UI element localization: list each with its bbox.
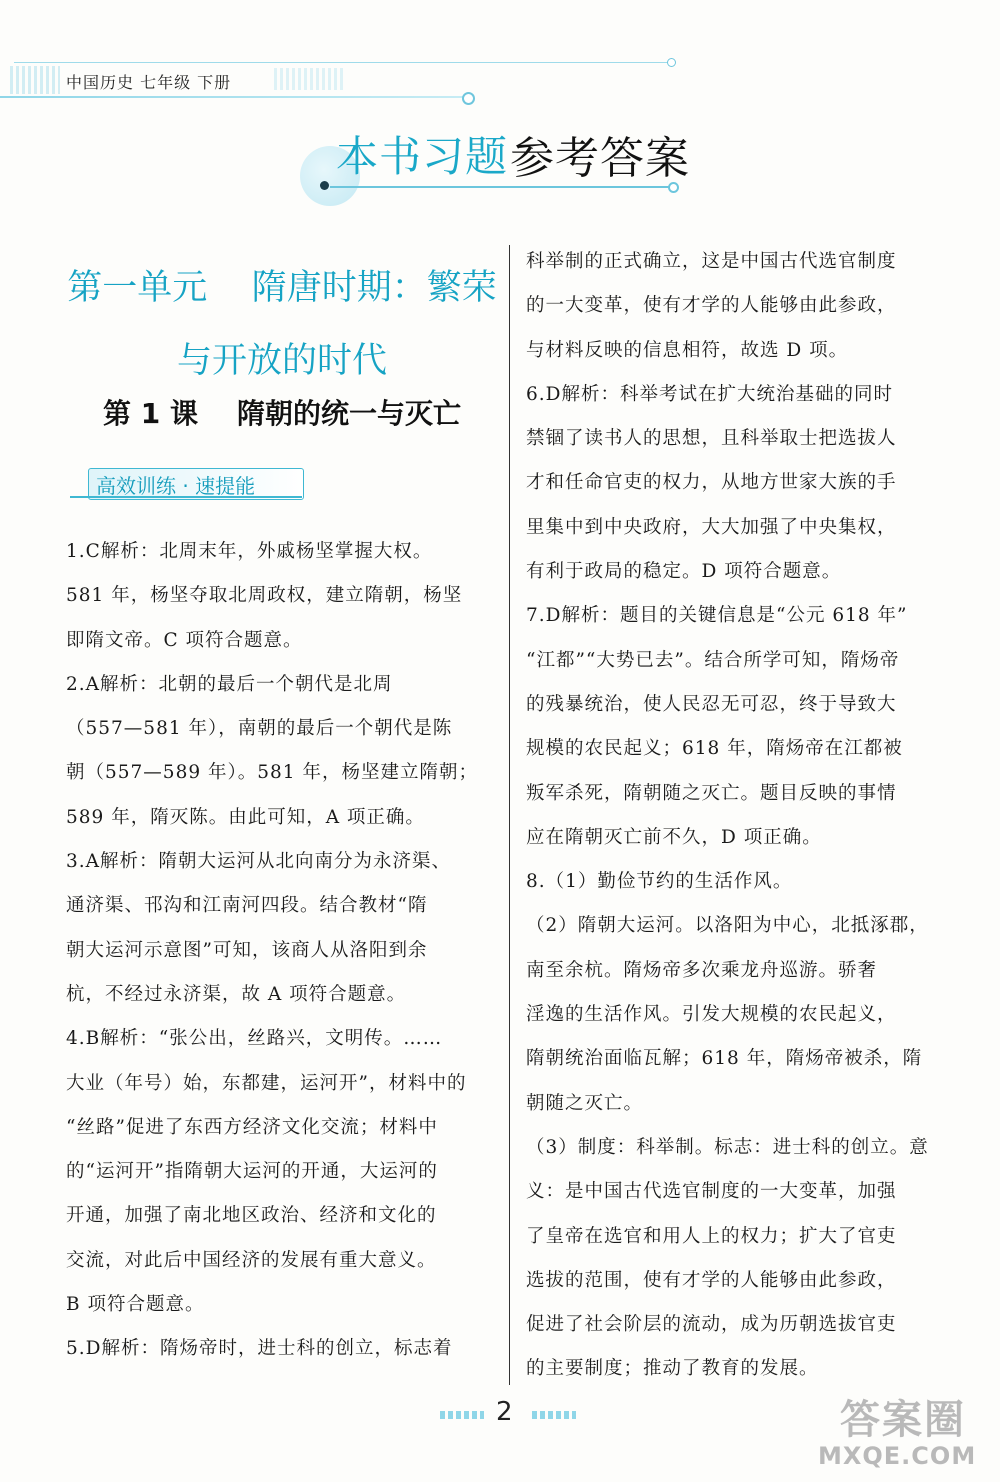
column-divider: [509, 245, 510, 1385]
right-answer-column: [526, 240, 958, 1392]
answer-item: [66, 1327, 498, 1371]
answer-line: [526, 772, 958, 816]
answer-text: 581 年，杨坚夺取北周政权，建立隋朝，杨坚: [66, 585, 463, 607]
answer-text: 禁锢了读书人的思想，且科举取士把选拔人: [526, 428, 897, 450]
answer-item: [66, 663, 498, 707]
answer-text: B 项符合题意。: [66, 1294, 205, 1316]
analysis-label: 解析: [100, 673, 140, 695]
answer-line: [66, 1062, 498, 1106]
answers-banner: [290, 118, 720, 208]
answer-text: 里集中到中央政府，大大加强了中央集权，: [526, 516, 897, 538]
answer-line: [526, 550, 958, 594]
answer-text: ：科举考试在扩大统治基础的同时: [600, 383, 894, 405]
answer-number: 6.D: [526, 383, 562, 405]
answer-line: [526, 1215, 958, 1259]
header-top-dot: [667, 58, 676, 67]
answer-line: [526, 1170, 958, 1214]
answer-line: [66, 1150, 498, 1194]
analysis-label: 解析: [101, 1338, 141, 1360]
answer-line: [66, 707, 498, 751]
book-title: 中国历史 七年级 下册: [66, 73, 232, 92]
answer-text: 淫逸的生活作风。引发大规模的农民起义，: [526, 1004, 897, 1026]
answer-line: [66, 574, 498, 618]
answer-line: [526, 461, 958, 505]
answer-line: [526, 1037, 958, 1081]
answer-text: （557—581 年），南朝的最后一个朝代是陈: [66, 718, 453, 740]
answer-text: 叛军杀死，隋朝随之灭亡。题目反映的事情: [526, 782, 897, 804]
answer-number: 7.D: [526, 605, 562, 627]
header-rule: [0, 96, 468, 98]
answer-text: ：北朝的最后一个朝代是北周: [139, 673, 393, 695]
answer-item: [66, 1017, 498, 1061]
answer-text: ：隋朝大运河从北向南分为永济渠、: [139, 851, 452, 873]
answer-line: [526, 1259, 958, 1303]
answer-line: [526, 1347, 958, 1391]
answer-text: 朝（557—589 年）。581 年，杨坚建立隋朝；: [66, 762, 478, 784]
answer-line: [526, 993, 958, 1037]
answer-line: [526, 417, 958, 461]
answer-text: 有利于政局的稳定。D 项符合题意。: [526, 561, 842, 583]
answer-number: 3.A: [66, 851, 101, 873]
answer-text: 规模的农民起义；618 年，隋炀帝在江都被: [526, 738, 903, 760]
answer-line: [526, 1126, 958, 1170]
answer-text: ：北周末年，外戚杨坚掌握大权。: [139, 541, 433, 562]
answer-number: 4.B: [66, 1028, 101, 1050]
answer-line: [526, 727, 958, 771]
answer-text: 与材料反映的信息相符，故选 D 项。: [526, 339, 849, 361]
answer-text: 的一大变革，使有才学的人能够由此参政，: [526, 295, 897, 317]
unit-title-line1: 第一单元 隋唐时期：繁荣: [67, 268, 497, 308]
analysis-label: 解析: [561, 605, 601, 627]
answer-text: 隋朝统治面临瓦解；618 年，隋炀帝被杀，隋: [526, 1048, 923, 1070]
analysis-label: 解析: [100, 541, 140, 562]
watermark-text: 答案圈: [840, 1397, 966, 1443]
header-top-rule: [14, 62, 674, 63]
answer-text: ：“张公出，丝路兴，文明传。……: [139, 1028, 443, 1050]
answer-text: 的残暴统治，使人民忍无可忍，终于导致大: [526, 693, 897, 715]
answer-line: [526, 1303, 958, 1347]
answer-line: [66, 929, 498, 973]
watermark-logo: [800, 1388, 990, 1474]
answer-text: 开通，加强了南北地区政治、经济和文化的: [66, 1205, 437, 1227]
footer-decoration-left: [440, 1411, 484, 1419]
answer-line: [526, 1082, 958, 1126]
section-tag: [70, 468, 302, 500]
answer-item: [526, 594, 958, 638]
answer-line: [66, 1283, 498, 1327]
answer-text: 科举制的正式确立，这是中国古代选官制度: [526, 251, 897, 272]
banner-rule: [330, 186, 670, 188]
answer-text: 通济渠、邗沟和江南河四段。结合教材“隋: [66, 895, 428, 917]
answer-line: [526, 816, 958, 860]
header-decoration: [274, 68, 344, 90]
answer-text: （2）隋朝大运河。以洛阳为中心，北抵涿郡，: [526, 915, 929, 937]
answer-number: 2.A: [66, 673, 101, 695]
answer-item: [66, 840, 498, 884]
watermark-url: MXQE.COM: [818, 1442, 977, 1470]
answer-text: （1）勤俭节约的生活作风。: [545, 871, 793, 893]
footer-decoration-right: [532, 1411, 576, 1419]
answer-text: 589 年，隋灭陈。由此可知，A 项正确。: [66, 806, 425, 828]
header-dot: [462, 92, 475, 105]
page-number: 2: [496, 1397, 513, 1427]
answer-text: ：隋炀帝时，进士科的创立，标志着: [140, 1338, 453, 1360]
answer-line: [66, 1239, 498, 1283]
answer-text: 了皇帝在选官和用人上的权力；扩大了官吏: [526, 1225, 897, 1247]
answer-text: 的“运河开”指隋朝大运河的开通，大运河的: [66, 1161, 438, 1183]
answer-line: [526, 506, 958, 550]
answer-text: “丝路”促进了东西方经济文化交流；材料中: [66, 1116, 438, 1138]
answer-line: [526, 904, 958, 948]
answer-line: [526, 284, 958, 328]
page-header: [0, 0, 1000, 110]
answer-item: [526, 373, 958, 417]
header-decoration: [10, 66, 60, 94]
answer-line: [66, 884, 498, 928]
answer-line: [66, 619, 498, 663]
answer-line: [526, 949, 958, 993]
answer-text: 南至余杭。隋炀帝多次乘龙舟巡游。骄奢: [526, 959, 878, 981]
answer-line: [526, 639, 958, 683]
answer-line: [66, 796, 498, 840]
section-tag-label: 高效训练 · 速提能: [96, 474, 256, 498]
unit-title-line2: 与开放的时代: [176, 341, 387, 381]
answer-line: [66, 751, 498, 795]
answer-text: （3）制度：科举制。标志：进士科的创立。意: [526, 1136, 929, 1158]
answer-line: [526, 683, 958, 727]
answer-text: 朝大运河示意图”可知，该商人从洛阳到余: [66, 939, 428, 961]
answer-text: ：题目的关键信息是“公元 618 年”: [600, 605, 908, 627]
answer-text: “江都”“大势已去”。结合所学可知，隋炀帝: [526, 649, 900, 671]
answer-text: 选拔的范围，使有才学的人能够由此参政，: [526, 1269, 897, 1291]
answer-item: [66, 530, 498, 574]
analysis-label: 解析: [100, 851, 140, 873]
banner-title-part1: 本书习题: [336, 132, 509, 181]
answer-item: [526, 860, 958, 904]
banner-title-part2: 参考答案: [510, 133, 690, 184]
answer-text: 即隋文帝。C 项符合题意。: [66, 629, 303, 651]
answer-text: 的主要制度；推动了教育的发展。: [526, 1358, 819, 1380]
analysis-label: 解析: [561, 383, 601, 405]
answer-text: 应在隋朝灭亡前不久，D 项正确。: [526, 826, 822, 848]
answer-text: 朝随之灭亡。: [526, 1092, 644, 1114]
answer-text: 才和任命官吏的权力，从地方世家大族的手: [526, 472, 897, 494]
answer-line: [66, 973, 498, 1017]
banner-dot: [320, 181, 329, 190]
answer-line: [66, 1194, 498, 1238]
answer-line: [526, 329, 958, 373]
answer-line: [526, 240, 958, 284]
analysis-label: 解析: [100, 1028, 140, 1050]
lesson-title: 第 1 课 隋朝的统一与灭亡: [103, 397, 461, 430]
answer-text: 大业（年号）始，东都建，运河开”，材料中的: [66, 1072, 467, 1094]
answer-text: 促进了社会阶层的流动，成为历朝选拔官吏: [526, 1314, 897, 1336]
answer-text: 义：是中国古代选官制度的一大变革，加强: [526, 1181, 897, 1203]
unit-title: [62, 252, 502, 398]
answer-text: 交流，对此后中国经济的发展有重大意义。: [66, 1249, 437, 1271]
left-answer-column: [66, 530, 498, 1372]
answer-number: 1.C: [66, 541, 101, 562]
answer-line: [66, 1106, 498, 1150]
answer-number: 8.: [526, 871, 546, 893]
answer-number: 5.D: [66, 1338, 102, 1360]
answer-text: 杭，不经过永济渠，故 A 项符合题意。: [66, 983, 407, 1005]
